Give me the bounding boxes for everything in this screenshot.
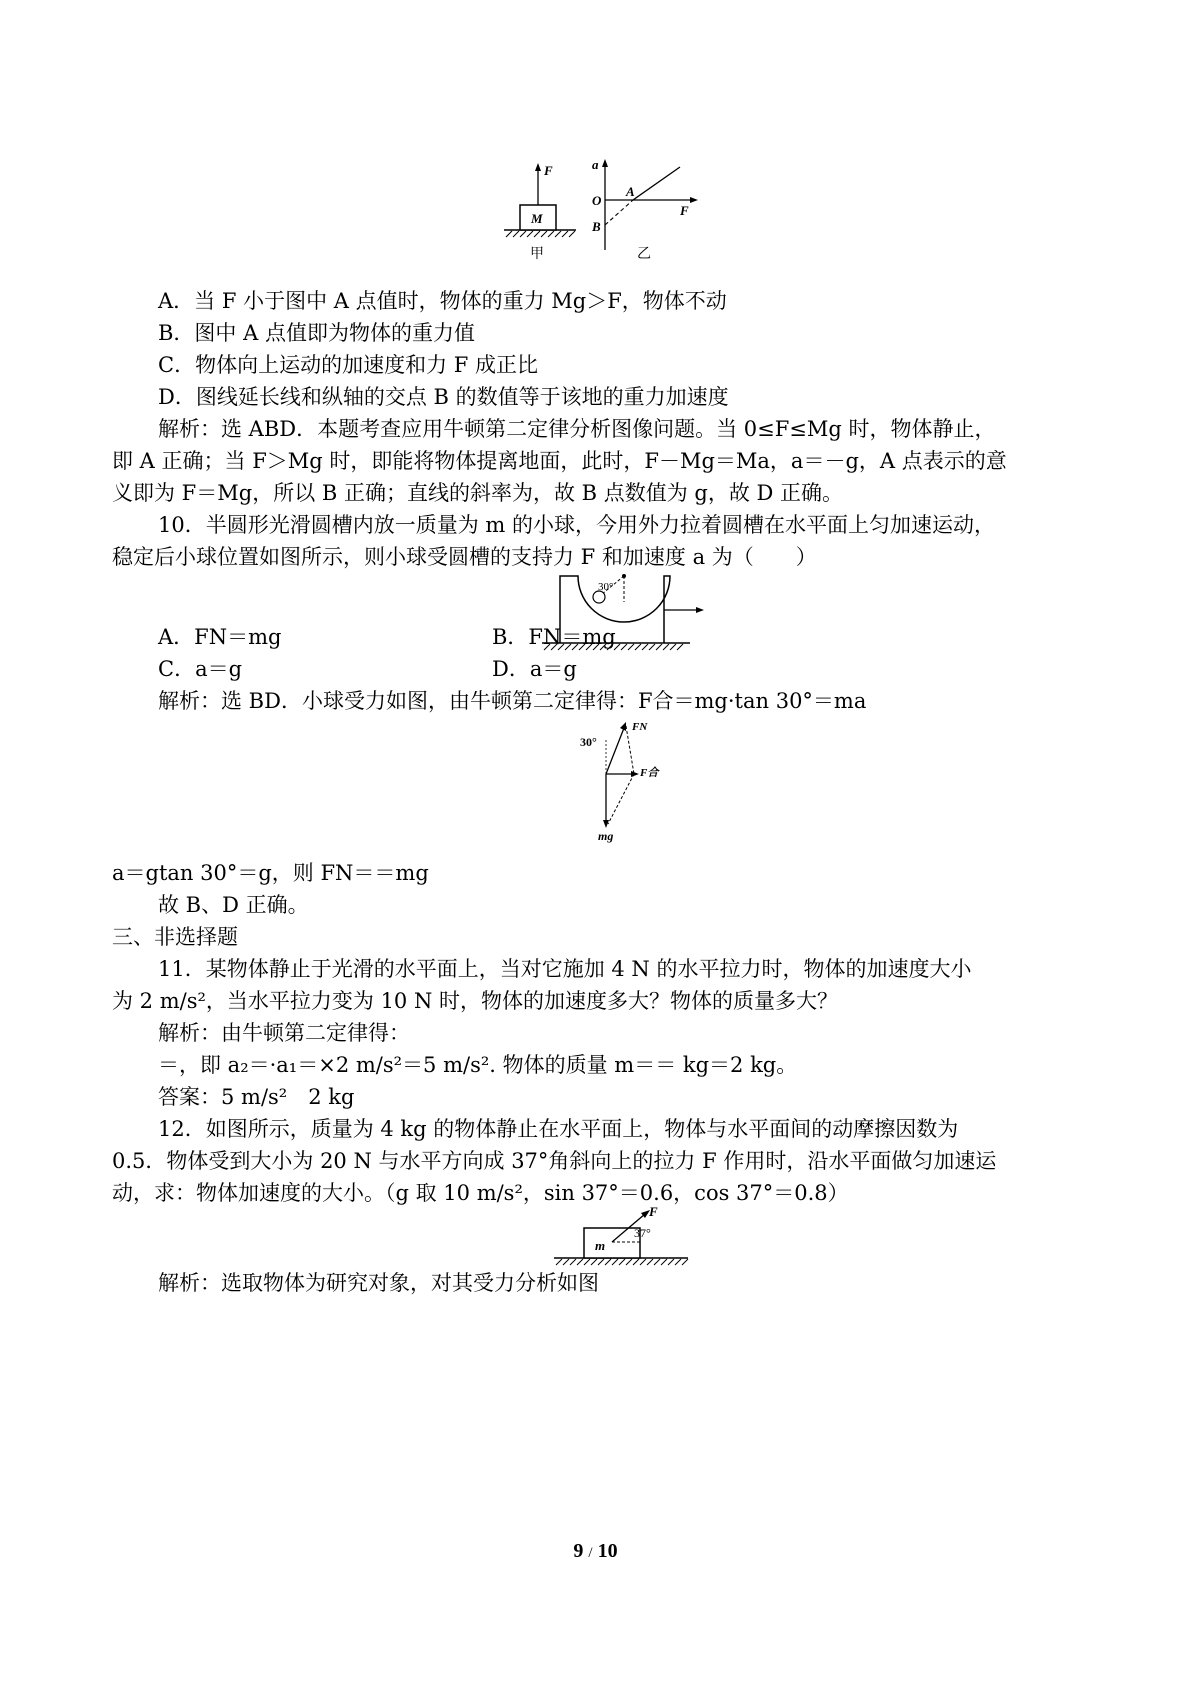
force-fn-label: FN <box>632 721 648 733</box>
jia-caption: 甲 <box>530 247 544 262</box>
q9-solution-line: 即 A 正确；当 F＞Mg 时，即能将物体提离地面，此时，F－Mg＝Ma，a＝－g，A 点表示的意 <box>112 449 1007 473</box>
force-diagram <box>580 718 680 844</box>
yi-origin-label: O <box>592 193 602 208</box>
q10-conclusion: 故 B、D 正确。 <box>158 893 309 917</box>
q9-solution-line: 解析：选 ABD．本题考查应用牛顿第二定律分析图像问题。当 0≤F≤Mg 时，物体静止， <box>158 417 996 441</box>
jia-mass-label: M <box>531 211 543 226</box>
q10-angle-label: 30° <box>598 581 614 593</box>
q9-option-b: B．图中 A 点值即为物体的重力值 <box>158 321 475 345</box>
yi-caption: 乙 <box>637 247 651 262</box>
yi-point-b-label: B <box>592 219 601 234</box>
q12-mass-label: m <box>595 1238 606 1253</box>
yi-point-a-label: A <box>626 184 635 199</box>
force-mg-label: mg <box>598 829 614 843</box>
q10-stem-line: 稳定后小球位置如图所示，则小球受圆槽的支持力 F 和加速度 a 为（ ） <box>112 545 817 569</box>
q10-solution: 解析：选 BD．小球受力如图，由牛顿第二定律得：F合＝mg·tan 30°＝ma <box>158 689 867 713</box>
page-current: 9 <box>573 1540 584 1562</box>
q10-option-d: D．a＝g <box>492 657 577 681</box>
q12-stem-line: 0.5．物体受到大小为 20 N 与水平方向成 37°角斜向上的拉力 F 作用时，沿水平面做匀加速运 <box>112 1149 997 1173</box>
q9-option-d: D．图线延长线和纵轴的交点 B 的数值等于该地的重力加速度 <box>158 385 729 409</box>
q9-option-a: A．当 F 小于图中 A 点值时，物体的重力 Mg＞F，物体不动 <box>158 289 727 313</box>
q9-option-c: C．物体向上运动的加速度和力 F 成正比 <box>158 353 538 377</box>
q12-solution: 解析：选取物体为研究对象，对其受力分析如图 <box>158 1271 599 1295</box>
force-fhe-label: F合 <box>640 767 659 779</box>
page-separator: / <box>588 1545 593 1561</box>
figure-top <box>500 155 745 265</box>
figure-jia <box>504 163 576 262</box>
q9-solution-line: 义即为 F＝Mg，所以 B 正确；直线的斜率为，故 B 点数值为 g，故 D 正确。 <box>112 481 844 505</box>
page-number <box>0 1540 1191 1563</box>
section-heading: 三、非选择题 <box>112 925 238 949</box>
yi-y-axis-label: a <box>592 157 599 172</box>
q10-stem-line: 10．半圆形光滑圆槽内放一质量为 m 的小球，今用外力拉着圆槽在水平面上匀加速运动， <box>158 513 995 537</box>
q11-answer: 答案：5 m/s² 2 kg <box>158 1085 355 1109</box>
force-angle-label: 30° <box>580 735 597 749</box>
q10-option-c: C．a＝g <box>158 657 243 681</box>
jia-force-label: F <box>544 163 553 178</box>
q10-option-b: B．FN＝mg <box>492 625 616 649</box>
q11-stem-line: 为 2 m/s²，当水平拉力变为 10 N 时，物体的加速度多大？物体的质量多大？ <box>112 989 839 1013</box>
q12-stem-line: 动，求：物体加速度的大小。（g 取 10 m/s²，sin 37°＝0.6，cos 37°＝0.8） <box>112 1181 849 1205</box>
q11-solution-line: ＝，即 a₂＝·a₁＝×2 m/s²＝5 m/s². 物体的质量 m＝＝ kg＝2 kg。 <box>158 1053 798 1077</box>
q11-stem-line: 11．某物体静止于光滑的水平面上，当对它施加 4 N 的水平拉力时，物体的加速度大小 <box>158 957 972 981</box>
q12-block-figure <box>552 1206 692 1272</box>
q10-result-line: a＝gtan 30°＝g，则 FN＝＝mg <box>112 861 429 885</box>
page-total: 10 <box>597 1540 618 1562</box>
q12-force-label: F <box>649 1206 658 1219</box>
q11-solution-line: 解析：由牛顿第二定律得： <box>158 1021 410 1045</box>
q12-stem-line: 12．如图所示，质量为 4 kg 的物体静止在水平面上，物体与水平面间的动摩擦因数为 <box>158 1117 959 1141</box>
q10-option-a: A．FN＝mg <box>158 625 282 649</box>
q12-angle-label: 37° <box>634 1226 651 1240</box>
figure-yi <box>591 157 698 262</box>
yi-x-axis-label: F <box>680 203 689 218</box>
